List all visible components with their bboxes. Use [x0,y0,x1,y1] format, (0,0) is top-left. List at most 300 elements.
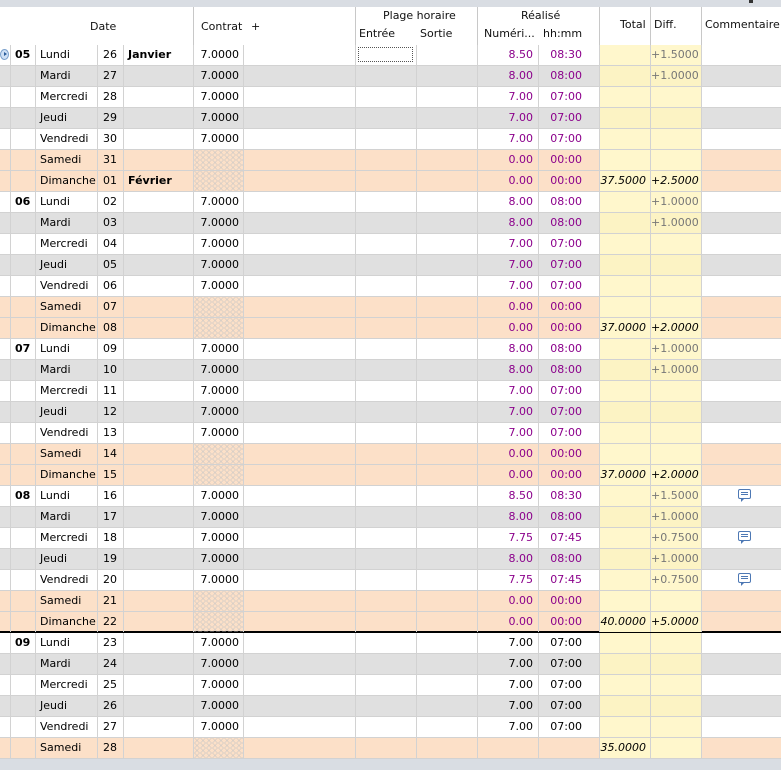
total-cell[interactable] [600,675,651,695]
month-cell[interactable] [124,108,194,128]
commentaire-cell[interactable] [702,612,781,632]
sortie-cell[interactable] [417,150,478,170]
contrat-extra-cell[interactable] [244,570,356,590]
total-cell[interactable] [600,570,651,590]
sortie-cell[interactable] [417,171,478,191]
week-number-cell[interactable] [11,654,36,674]
month-cell[interactable] [124,633,194,653]
week-number-cell[interactable] [11,675,36,695]
diff-cell[interactable]: +1.5000 [651,45,702,65]
realise-numerique-cell[interactable]: 8.00 [478,66,539,86]
entree-cell[interactable] [356,654,417,674]
week-number-cell[interactable] [11,612,36,632]
week-number-cell[interactable] [11,87,36,107]
sortie-cell[interactable] [417,507,478,527]
day-name-cell[interactable]: Dimanche [36,612,98,632]
total-cell[interactable] [600,339,651,359]
entree-cell[interactable] [356,591,417,611]
day-name-cell[interactable]: Mercredi [36,234,98,254]
week-number-cell[interactable] [11,66,36,86]
diff-cell[interactable] [651,87,702,107]
month-cell[interactable] [124,486,194,506]
sortie-cell[interactable] [417,423,478,443]
realise-numerique-cell[interactable]: 0.00 [478,150,539,170]
table-row[interactable] [0,549,781,570]
realise-hhmm-cell[interactable]: 00:00 [539,465,600,485]
commentaire-cell[interactable] [702,528,781,548]
row-selector[interactable] [0,717,11,737]
entree-cell[interactable] [356,612,417,632]
contrat-cell[interactable] [194,318,244,338]
month-cell[interactable] [124,591,194,611]
realise-hhmm-cell[interactable]: 07:45 [539,528,600,548]
row-selector[interactable] [0,213,11,233]
sortie-cell[interactable] [417,570,478,590]
commentaire-cell[interactable] [702,297,781,317]
entree-cell[interactable] [356,402,417,422]
day-name-cell[interactable]: Dimanche [36,318,98,338]
month-cell[interactable]: Février [124,171,194,191]
realise-hhmm-cell[interactable]: 08:00 [539,192,600,212]
day-number-cell[interactable]: 16 [98,486,124,506]
row-selector[interactable] [0,87,11,107]
table-row[interactable] [0,192,781,213]
day-name-cell[interactable]: Vendredi [36,717,98,737]
total-cell[interactable]: 37.0000 [600,465,651,485]
contrat-extra-cell[interactable] [244,738,356,758]
month-cell[interactable] [124,402,194,422]
realise-hhmm-cell[interactable]: 00:00 [539,444,600,464]
contrat-cell[interactable]: 7.0000 [194,381,244,401]
commentaire-cell[interactable] [702,507,781,527]
day-name-cell[interactable]: Mardi [36,360,98,380]
realise-hhmm-cell[interactable]: 00:00 [539,171,600,191]
commentaire-cell[interactable] [702,549,781,569]
table-row[interactable] [0,381,781,402]
month-cell[interactable] [124,255,194,275]
diff-cell[interactable]: +2.0000 [651,465,702,485]
header-contrat[interactable]: Contrat [201,20,243,33]
table-row[interactable] [0,108,781,129]
row-selector[interactable] [0,297,11,317]
commentaire-cell[interactable] [702,423,781,443]
total-cell[interactable] [600,591,651,611]
month-cell[interactable] [124,423,194,443]
table-row[interactable] [0,675,781,696]
day-number-cell[interactable]: 26 [98,45,124,65]
contrat-extra-cell[interactable] [244,675,356,695]
realise-hhmm-cell[interactable] [539,738,600,758]
day-name-cell[interactable]: Dimanche [36,171,98,191]
row-selector[interactable] [0,633,11,653]
realise-numerique-cell[interactable]: 0.00 [478,297,539,317]
contrat-cell[interactable] [194,465,244,485]
month-cell[interactable] [124,549,194,569]
day-name-cell[interactable]: Jeudi [36,549,98,569]
table-row[interactable] [0,297,781,318]
contrat-cell[interactable]: 7.0000 [194,360,244,380]
day-number-cell[interactable]: 27 [98,66,124,86]
entree-cell[interactable] [356,66,417,86]
entree-cell[interactable] [356,717,417,737]
contrat-extra-cell[interactable] [244,507,356,527]
contrat-extra-cell[interactable] [244,318,356,338]
diff-cell[interactable]: +2.5000 [651,171,702,191]
commentaire-cell[interactable] [702,66,781,86]
contrat-extra-cell[interactable] [244,150,356,170]
diff-cell[interactable] [651,234,702,254]
total-cell[interactable] [600,402,651,422]
table-row[interactable] [0,66,781,87]
header-diff[interactable]: Diff. [654,18,677,31]
contrat-extra-cell[interactable] [244,339,356,359]
week-number-cell[interactable] [11,570,36,590]
realise-numerique-cell[interactable]: 7.00 [478,696,539,716]
month-cell[interactable] [124,381,194,401]
entree-cell[interactable] [356,129,417,149]
sortie-cell[interactable] [417,276,478,296]
realise-numerique-cell[interactable]: 8.00 [478,213,539,233]
entree-cell[interactable] [356,150,417,170]
day-name-cell[interactable]: Mercredi [36,528,98,548]
row-selector[interactable] [0,654,11,674]
total-cell[interactable] [600,45,651,65]
day-name-cell[interactable]: Samedi [36,444,98,464]
table-row[interactable] [0,717,781,738]
commentaire-cell[interactable] [702,87,781,107]
realise-numerique-cell[interactable]: 7.00 [478,381,539,401]
day-name-cell[interactable]: Vendredi [36,129,98,149]
table-row[interactable] [0,339,781,360]
row-selector[interactable] [0,738,11,758]
diff-cell[interactable]: +1.5000 [651,486,702,506]
contrat-extra-cell[interactable] [244,381,356,401]
diff-cell[interactable] [651,423,702,443]
contrat-cell[interactable]: 7.0000 [194,570,244,590]
day-number-cell[interactable]: 18 [98,528,124,548]
diff-cell[interactable]: +1.0000 [651,549,702,569]
day-number-cell[interactable]: 28 [98,738,124,758]
diff-cell[interactable]: +0.7500 [651,528,702,548]
realise-numerique-cell[interactable]: 7.75 [478,570,539,590]
commentaire-cell[interactable] [702,444,781,464]
commentaire-cell[interactable] [702,255,781,275]
realise-hhmm-cell[interactable]: 07:00 [539,129,600,149]
day-number-cell[interactable]: 08 [98,318,124,338]
row-selector[interactable] [0,591,11,611]
contrat-cell[interactable] [194,444,244,464]
week-number-cell[interactable] [11,234,36,254]
month-cell[interactable] [124,66,194,86]
table-row[interactable] [0,360,781,381]
realise-hhmm-cell[interactable]: 07:00 [539,654,600,674]
day-number-cell[interactable]: 14 [98,444,124,464]
realise-hhmm-cell[interactable]: 07:00 [539,717,600,737]
row-selector[interactable] [0,507,11,527]
day-name-cell[interactable]: Vendredi [36,423,98,443]
realise-numerique-cell[interactable]: 7.00 [478,717,539,737]
realise-hhmm-cell[interactable]: 07:00 [539,276,600,296]
contrat-cell[interactable]: 7.0000 [194,276,244,296]
contrat-cell[interactable]: 7.0000 [194,507,244,527]
day-number-cell[interactable]: 30 [98,129,124,149]
realise-numerique-cell[interactable]: 8.00 [478,192,539,212]
realise-hhmm-cell[interactable]: 08:30 [539,486,600,506]
day-number-cell[interactable]: 10 [98,360,124,380]
diff-cell[interactable] [651,129,702,149]
contrat-cell[interactable]: 7.0000 [194,129,244,149]
realise-hhmm-cell[interactable]: 08:00 [539,360,600,380]
day-name-cell[interactable]: Mardi [36,213,98,233]
realise-numerique-cell[interactable]: 7.00 [478,675,539,695]
entree-cell[interactable] [356,696,417,716]
contrat-cell[interactable]: 7.0000 [194,66,244,86]
total-cell[interactable] [600,66,651,86]
contrat-cell[interactable]: 7.0000 [194,423,244,443]
contrat-cell[interactable] [194,591,244,611]
week-number-cell[interactable]: 09 [11,633,36,653]
table-row[interactable] [0,213,781,234]
table-row[interactable] [0,654,781,675]
commentaire-cell[interactable] [702,276,781,296]
realise-numerique-cell[interactable]: 0.00 [478,318,539,338]
total-cell[interactable] [600,276,651,296]
comment-icon[interactable] [738,573,751,583]
realise-hhmm-cell[interactable]: 00:00 [539,591,600,611]
week-number-cell[interactable] [11,381,36,401]
entree-cell[interactable] [356,87,417,107]
sortie-cell[interactable] [417,738,478,758]
diff-cell[interactable] [651,255,702,275]
row-selector[interactable] [0,171,11,191]
row-selector[interactable] [0,360,11,380]
commentaire-cell[interactable] [702,108,781,128]
contrat-cell[interactable]: 7.0000 [194,192,244,212]
realise-hhmm-cell[interactable]: 07:00 [539,381,600,401]
realise-hhmm-cell[interactable]: 00:00 [539,150,600,170]
day-number-cell[interactable]: 04 [98,234,124,254]
contrat-extra-cell[interactable] [244,486,356,506]
day-name-cell[interactable]: Lundi [36,339,98,359]
contrat-cell[interactable]: 7.0000 [194,402,244,422]
table-row[interactable] [0,87,781,108]
day-number-cell[interactable]: 20 [98,570,124,590]
entree-cell[interactable] [356,108,417,128]
day-number-cell[interactable]: 12 [98,402,124,422]
realise-hhmm-cell[interactable]: 08:00 [539,213,600,233]
header-numerique[interactable]: Numéri... [484,27,535,40]
diff-cell[interactable]: +1.0000 [651,360,702,380]
day-number-cell[interactable]: 28 [98,87,124,107]
realise-hhmm-cell[interactable]: 07:00 [539,255,600,275]
month-cell[interactable] [124,717,194,737]
table-row[interactable] [0,423,781,444]
day-number-cell[interactable]: 09 [98,339,124,359]
sortie-cell[interactable] [417,402,478,422]
contrat-cell[interactable]: 7.0000 [194,654,244,674]
total-cell[interactable] [600,717,651,737]
row-selector[interactable] [0,444,11,464]
row-selector[interactable] [0,486,11,506]
realise-numerique-cell[interactable]: 7.00 [478,402,539,422]
entree-cell[interactable] [356,444,417,464]
diff-cell[interactable]: +2.0000 [651,318,702,338]
contrat-extra-cell[interactable] [244,213,356,233]
entree-cell[interactable] [356,465,417,485]
diff-cell[interactable] [651,150,702,170]
day-name-cell[interactable]: Samedi [36,591,98,611]
week-number-cell[interactable] [11,318,36,338]
month-cell[interactable] [124,213,194,233]
table-row[interactable] [0,45,781,66]
entree-cell[interactable] [356,675,417,695]
entree-cell[interactable] [356,45,417,65]
sortie-cell[interactable] [417,696,478,716]
contrat-extra-cell[interactable] [244,591,356,611]
commentaire-cell[interactable] [702,318,781,338]
realise-numerique-cell[interactable]: 7.00 [478,423,539,443]
sortie-cell[interactable] [417,465,478,485]
diff-cell[interactable] [651,633,702,653]
week-number-cell[interactable] [11,129,36,149]
contrat-extra-cell[interactable] [244,402,356,422]
sortie-cell[interactable] [417,108,478,128]
entree-cell[interactable] [356,318,417,338]
month-cell[interactable] [124,696,194,716]
day-name-cell[interactable]: Jeudi [36,255,98,275]
total-cell[interactable] [600,486,651,506]
sortie-cell[interactable] [417,654,478,674]
contrat-cell[interactable]: 7.0000 [194,717,244,737]
table-row[interactable] [0,402,781,423]
realise-numerique-cell[interactable]: 7.00 [478,234,539,254]
month-cell[interactable] [124,360,194,380]
week-number-cell[interactable] [11,150,36,170]
commentaire-cell[interactable] [702,591,781,611]
table-row[interactable] [0,444,781,465]
entree-cell[interactable] [356,360,417,380]
week-number-cell[interactable] [11,213,36,233]
week-number-cell[interactable] [11,360,36,380]
day-number-cell[interactable]: 19 [98,549,124,569]
day-number-cell[interactable]: 27 [98,717,124,737]
diff-cell[interactable] [651,675,702,695]
row-selector[interactable] [0,276,11,296]
contrat-extra-cell[interactable] [244,423,356,443]
contrat-extra-cell[interactable] [244,360,356,380]
entree-cell[interactable] [356,633,417,653]
table-row[interactable] [0,465,781,486]
row-selector[interactable] [0,66,11,86]
contrat-cell[interactable] [194,297,244,317]
row-selector[interactable] [0,234,11,254]
entree-cell[interactable] [356,255,417,275]
realise-numerique-cell[interactable]: 0.00 [478,465,539,485]
commentaire-cell[interactable] [702,171,781,191]
total-cell[interactable] [600,633,651,653]
comment-icon[interactable] [738,531,751,541]
row-selector[interactable] [0,318,11,338]
diff-cell[interactable]: +1.0000 [651,66,702,86]
sortie-cell[interactable] [417,213,478,233]
day-name-cell[interactable]: Lundi [36,633,98,653]
total-cell[interactable]: 35.0000 [600,738,651,758]
week-number-cell[interactable]: 05 [11,45,36,65]
sortie-cell[interactable] [417,339,478,359]
day-name-cell[interactable]: Mercredi [36,675,98,695]
sortie-cell[interactable] [417,717,478,737]
day-number-cell[interactable]: 29 [98,108,124,128]
diff-cell[interactable]: +1.0000 [651,507,702,527]
total-cell[interactable] [600,129,651,149]
table-row[interactable] [0,633,781,654]
entree-cell[interactable] [356,528,417,548]
contrat-extra-cell[interactable] [244,129,356,149]
header-date[interactable]: Date [90,20,117,33]
row-selector[interactable] [0,192,11,212]
header-commentaire[interactable]: Commentaire [705,18,780,31]
contrat-cell[interactable]: 7.0000 [194,339,244,359]
realise-hhmm-cell[interactable]: 08:00 [539,507,600,527]
contrat-extra-cell[interactable] [244,192,356,212]
total-cell[interactable]: 37.0000 [600,318,651,338]
diff-cell[interactable]: +1.0000 [651,192,702,212]
day-name-cell[interactable]: Mardi [36,66,98,86]
contrat-cell[interactable] [194,738,244,758]
commentaire-cell[interactable] [702,213,781,233]
month-cell[interactable] [124,234,194,254]
contrat-extra-cell[interactable] [244,633,356,653]
sortie-cell[interactable] [417,45,478,65]
commentaire-cell[interactable] [702,192,781,212]
entree-cell[interactable] [356,486,417,506]
contrat-extra-cell[interactable] [244,66,356,86]
realise-hhmm-cell[interactable]: 07:00 [539,633,600,653]
contrat-cell[interactable]: 7.0000 [194,87,244,107]
diff-cell[interactable] [651,402,702,422]
day-name-cell[interactable]: Samedi [36,738,98,758]
sortie-cell[interactable] [417,528,478,548]
total-cell[interactable] [600,654,651,674]
diff-cell[interactable] [651,444,702,464]
day-name-cell[interactable]: Dimanche [36,465,98,485]
total-cell[interactable] [600,423,651,443]
contrat-cell[interactable]: 7.0000 [194,255,244,275]
contrat-cell[interactable] [194,171,244,191]
commentaire-cell[interactable] [702,381,781,401]
add-contract-button[interactable]: + [251,20,261,33]
diff-cell[interactable] [651,108,702,128]
day-number-cell[interactable]: 06 [98,276,124,296]
sortie-cell[interactable] [417,192,478,212]
total-cell[interactable] [600,108,651,128]
day-number-cell[interactable]: 17 [98,507,124,527]
realise-numerique-cell[interactable]: 7.75 [478,528,539,548]
header-sortie[interactable]: Sortie [420,27,453,40]
contrat-extra-cell[interactable] [244,717,356,737]
row-selector[interactable] [0,381,11,401]
sortie-cell[interactable] [417,66,478,86]
table-row[interactable] [0,276,781,297]
sortie-cell[interactable] [417,444,478,464]
header-total[interactable]: Total [620,18,646,31]
week-number-cell[interactable] [11,465,36,485]
month-cell[interactable]: Janvier [124,45,194,65]
total-cell[interactable] [600,528,651,548]
contrat-cell[interactable]: 7.0000 [194,696,244,716]
table-row[interactable] [0,150,781,171]
day-number-cell[interactable]: 07 [98,297,124,317]
